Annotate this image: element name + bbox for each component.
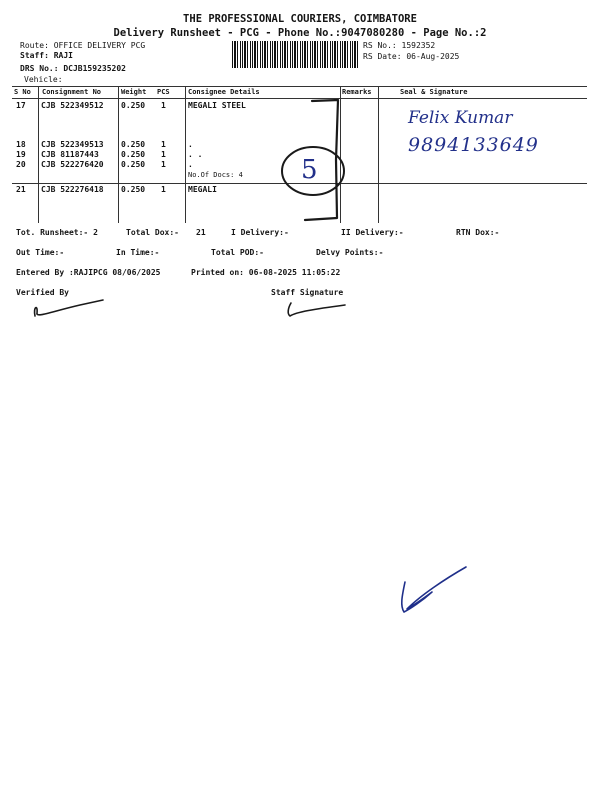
- lower-signature-mark: [402, 567, 466, 612]
- row-consignee: .: [188, 160, 193, 169]
- row-consignee: MEGALI STEEL: [188, 101, 246, 110]
- row-sno: 20: [16, 160, 26, 169]
- row-pcs: 1: [161, 101, 166, 110]
- route-label: Route: OFFICE DELIVERY PCG: [20, 41, 146, 50]
- header-sno: S No: [14, 88, 31, 96]
- docs-count-note: No.Of Docs: 4: [188, 171, 243, 179]
- row-consignment: CJB 522276418: [41, 185, 104, 194]
- row-sno: 18: [16, 140, 26, 149]
- staff-signature-label: Staff Signature: [271, 288, 344, 297]
- row-consignee: MEGALI: [188, 185, 217, 194]
- vehicle-label: Vehicle:: [24, 75, 63, 84]
- row-weight: 0.250: [121, 160, 146, 169]
- header-pcs: PCS: [157, 88, 170, 96]
- row-consignee: . .: [188, 150, 203, 159]
- row-weight: 0.250: [121, 101, 146, 110]
- row-weight: 0.250: [121, 140, 146, 149]
- col-divider: [340, 86, 341, 223]
- company-title: THE PROFESSIONAL COURIERS, COIMBATORE: [183, 13, 417, 25]
- drs-number: DRS No.: DCJB159235202: [20, 64, 126, 73]
- table-top-border: [12, 86, 587, 87]
- row-weight: 0.250: [121, 150, 146, 159]
- col-divider: [38, 86, 39, 223]
- i-delivery: I Delivery:-: [231, 228, 289, 237]
- header-seal: Seal & Signature: [400, 88, 468, 96]
- header-remarks: Remarks: [342, 88, 372, 96]
- rs-date: RS Date: 06-Aug-2025: [363, 52, 460, 61]
- row-consignment: CJB 522349513: [41, 140, 104, 149]
- tot-runsheet: Tot. Runsheet:- 2: [16, 228, 98, 237]
- col-divider: [118, 86, 119, 223]
- rs-number: RS No.: 1592352: [363, 41, 436, 50]
- header-bottom-border: [12, 98, 587, 99]
- row-consignment: CJB 522276420: [41, 160, 104, 169]
- handwritten-phone: 9894133649: [408, 134, 539, 156]
- staff-signature-mark: [288, 303, 345, 316]
- row-pcs: 1: [161, 150, 166, 159]
- staff-label: Staff: RAJI: [20, 51, 73, 60]
- header-weight: Weight: [121, 88, 147, 96]
- col-divider: [185, 86, 186, 223]
- total-pod: Total POD:-: [211, 248, 264, 257]
- barcode-graphic: [232, 41, 358, 68]
- out-time: Out Time:-: [16, 248, 65, 257]
- row-weight: 0.250: [121, 185, 146, 194]
- runsheet-subtitle: Delivery Runsheet - PCG - Phone No.:9047080280 - Page No.:2: [113, 27, 487, 39]
- row-consignee: .: [188, 140, 193, 149]
- row-pcs: 1: [161, 140, 166, 149]
- verified-by-label: Verified By: [16, 288, 69, 297]
- total-dox-value: 21: [196, 228, 206, 237]
- row-sno: 17: [16, 101, 26, 110]
- row-pcs: 1: [161, 185, 166, 194]
- in-time: In Time:-: [116, 248, 160, 257]
- row-sno: 19: [16, 150, 26, 159]
- entered-by: Entered By :RAJIPCG 08/06/2025: [16, 268, 161, 277]
- verified-signature-mark: [35, 300, 103, 316]
- printed-on: Printed on: 06-08-2025 11:05:22: [191, 268, 341, 277]
- total-dox-label: Total Dox:-: [126, 228, 179, 237]
- col-divider: [378, 86, 379, 223]
- header-consignee: Consignee Details: [188, 88, 260, 96]
- rtn-dox: RTN Dox:-: [456, 228, 500, 237]
- handwritten-name: Felix Kumar: [408, 108, 513, 128]
- delvy-points: Delvy Points:-: [316, 248, 384, 257]
- ii-delivery: II Delivery:-: [341, 228, 404, 237]
- group-divider: [12, 183, 587, 184]
- circled-number: 5: [301, 155, 318, 185]
- row-sno: 21: [16, 185, 26, 194]
- row-pcs: 1: [161, 160, 166, 169]
- row-consignment: CJB 522349512: [41, 101, 104, 110]
- row-consignment: CJB 81187443: [41, 150, 99, 159]
- header-consignment: Consignment No: [42, 88, 102, 96]
